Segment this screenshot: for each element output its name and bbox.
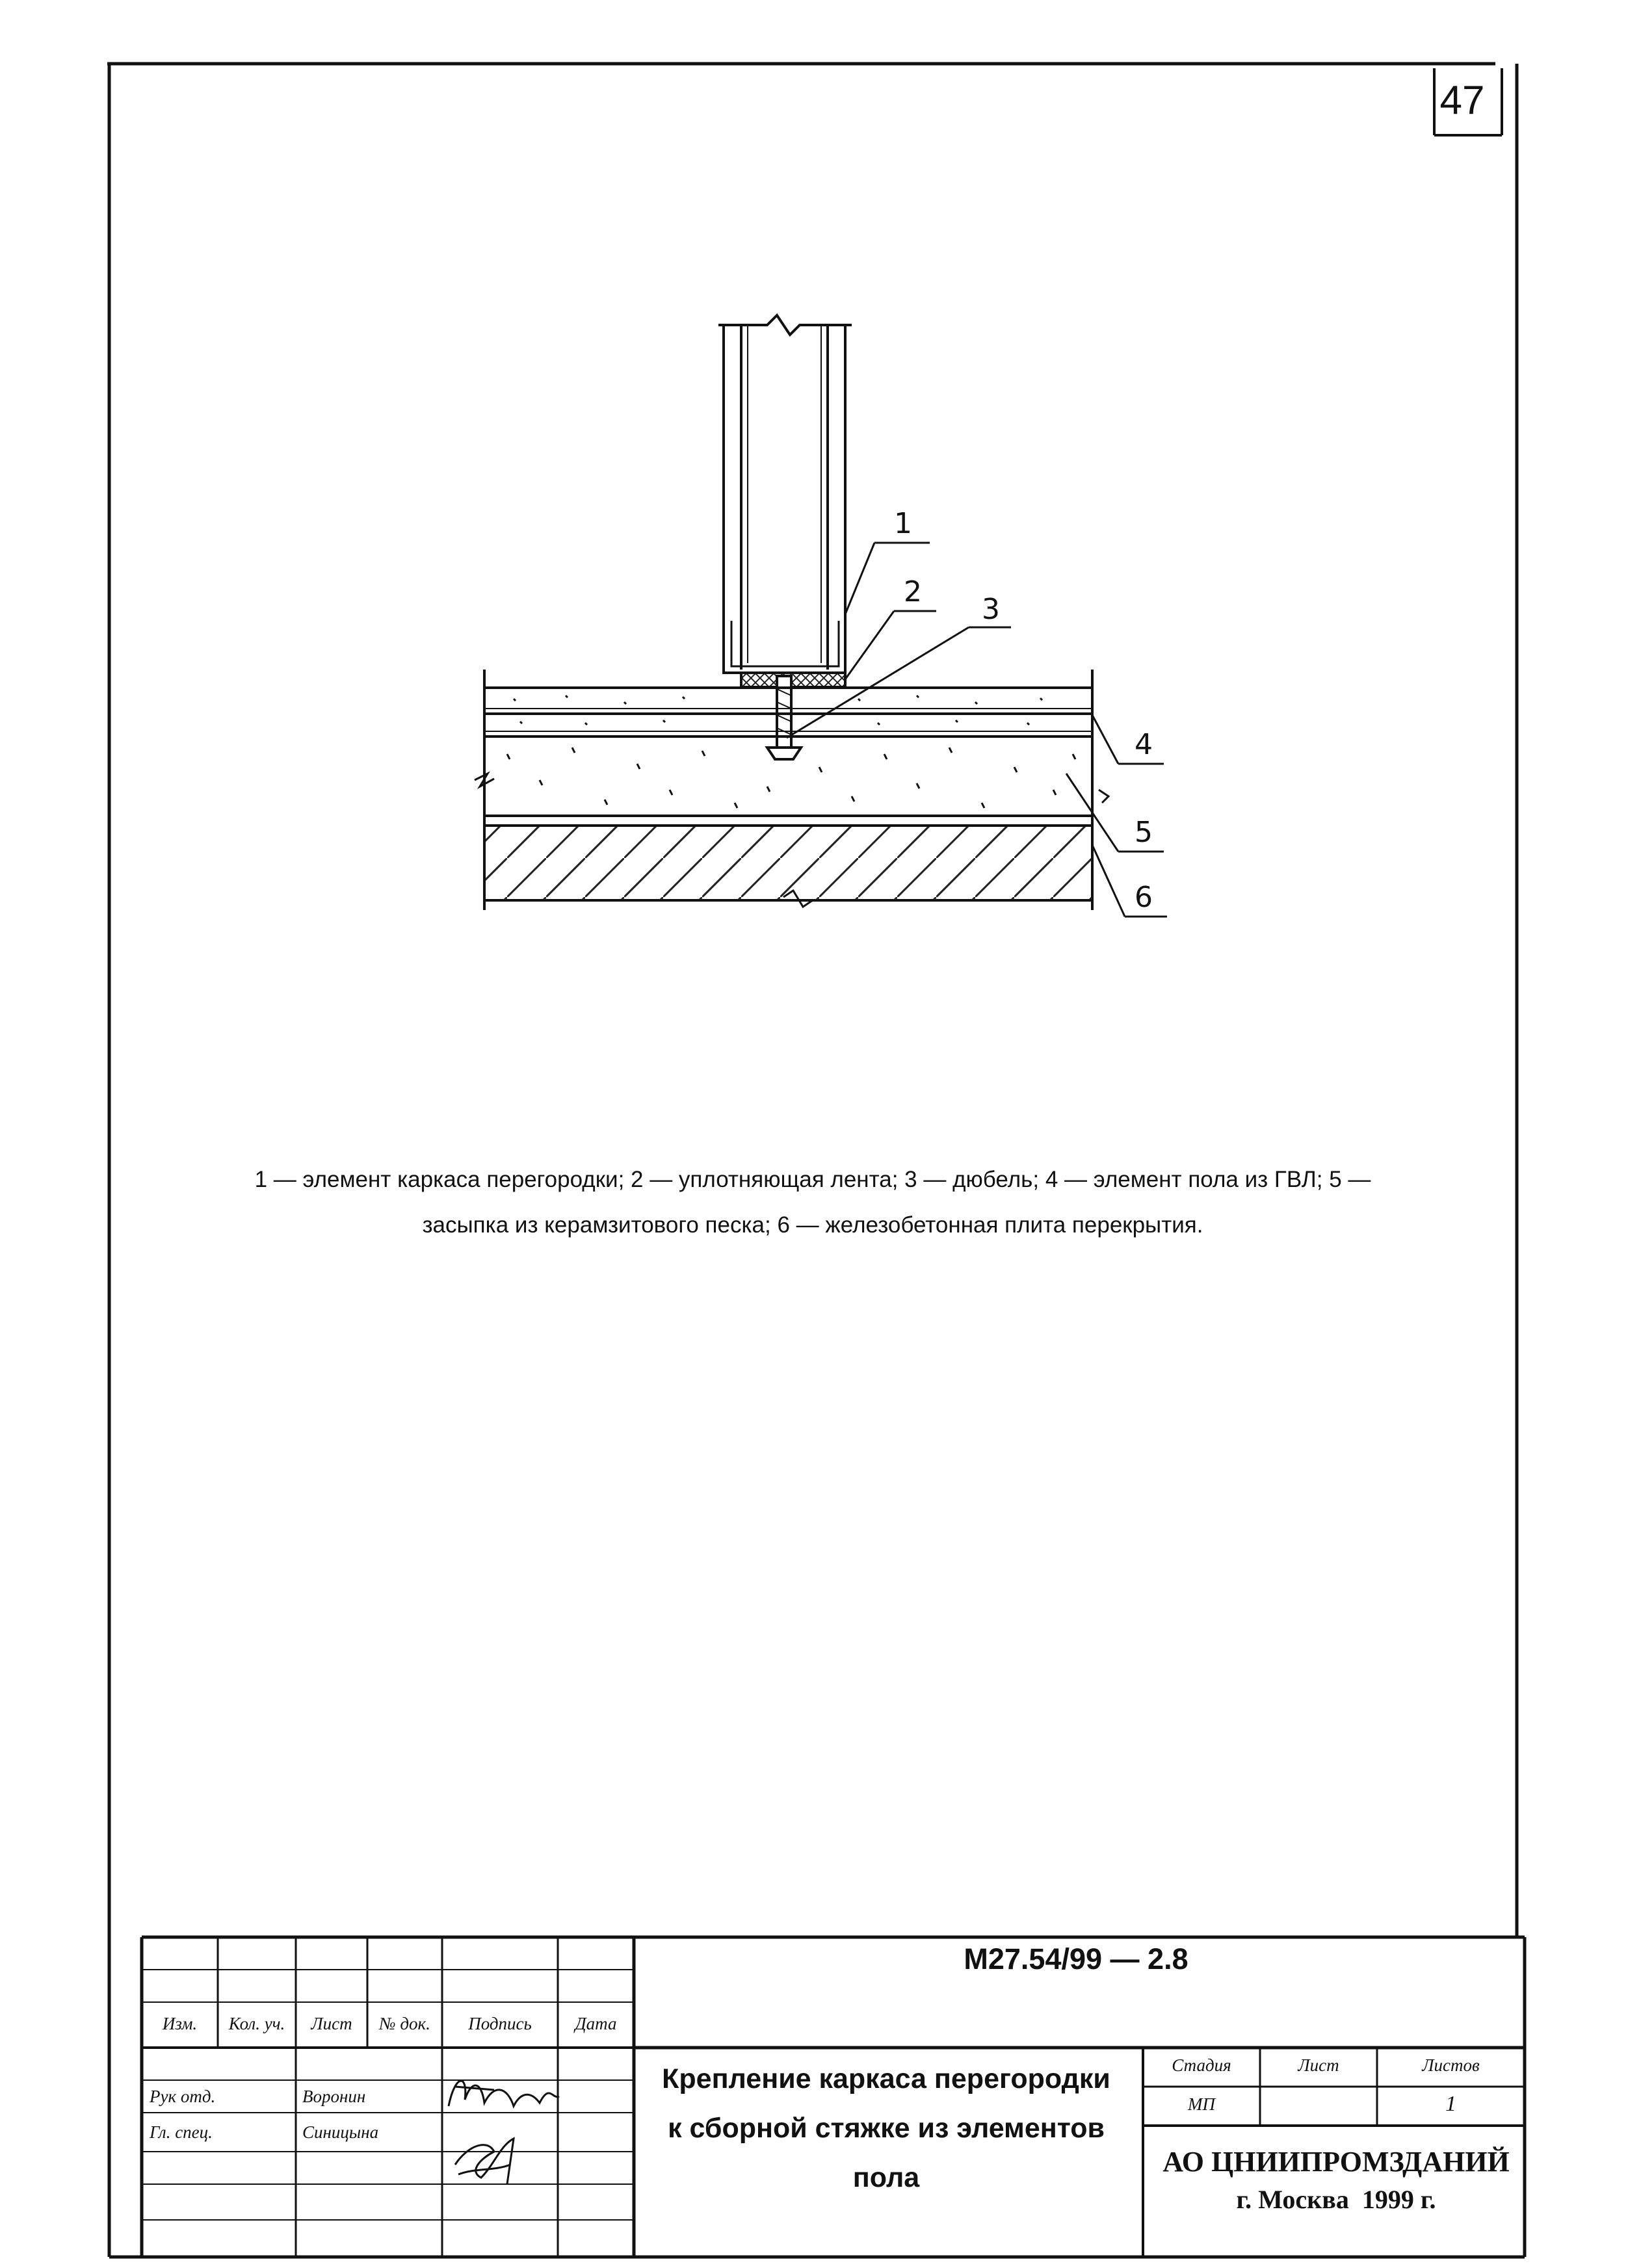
callout-4: 4 — [1135, 728, 1153, 761]
stage-value: МП — [1188, 2094, 1215, 2114]
callout-5: 5 — [1135, 816, 1153, 849]
row-role-1: Рук отд. — [150, 2087, 216, 2106]
callout-3: 3 — [982, 593, 1000, 626]
row-name-2: Синицына — [302, 2122, 379, 2142]
title-line-3: пола — [852, 2162, 920, 2193]
header-izm: Изм. — [162, 2014, 198, 2033]
header-date: Дата — [575, 2014, 617, 2033]
row-name-1: Воронин — [302, 2087, 366, 2106]
signature-voronin — [449, 2081, 559, 2106]
row-role-2: Гл. спец. — [150, 2122, 213, 2142]
header-signature: Подпись — [468, 2014, 532, 2033]
document-code: М27.54/99 — 2.8 — [964, 1942, 1188, 1975]
header-doc-no: № док. — [379, 2014, 430, 2033]
caption-line-1: 1 — элемент каркаса перегородки; 2 — уплотняющая лента; 3 — дюбель; 4 — элемент пола из ГВЛ; 5 — — [254, 1167, 1371, 1192]
callout-1: 1 — [894, 507, 912, 540]
header-list: Лист — [311, 2014, 352, 2033]
callout-6: 6 — [1135, 881, 1153, 914]
detail-drawing — [475, 315, 1167, 917]
title-line-2: к сборной стяжке из элементов — [668, 2113, 1105, 2144]
signature-sinitsyna — [455, 2139, 514, 2184]
sheets-value: 1 — [1445, 2092, 1456, 2116]
organization-name: АО ЦНИИПРОМЗДАНИЙ — [1162, 2146, 1510, 2178]
city-year: г. Москва 1999 г. — [1236, 2185, 1436, 2214]
title-line-1: Крепление каркаса перегородки — [662, 2063, 1110, 2094]
caption-line-2: засыпка из керамзитового песка; 6 — железобетонная плита перекрытия. — [422, 1212, 1203, 1238]
sheet-header: Лист — [1298, 2055, 1339, 2075]
callout-2: 2 — [904, 575, 922, 608]
page-number: 47 — [1439, 78, 1485, 123]
header-kol-uch: Кол. уч. — [228, 2014, 285, 2033]
sheets-header: Листов — [1422, 2055, 1480, 2075]
document-title — [629, 2054, 1143, 2202]
stage-header: Стадия — [1172, 2055, 1231, 2075]
